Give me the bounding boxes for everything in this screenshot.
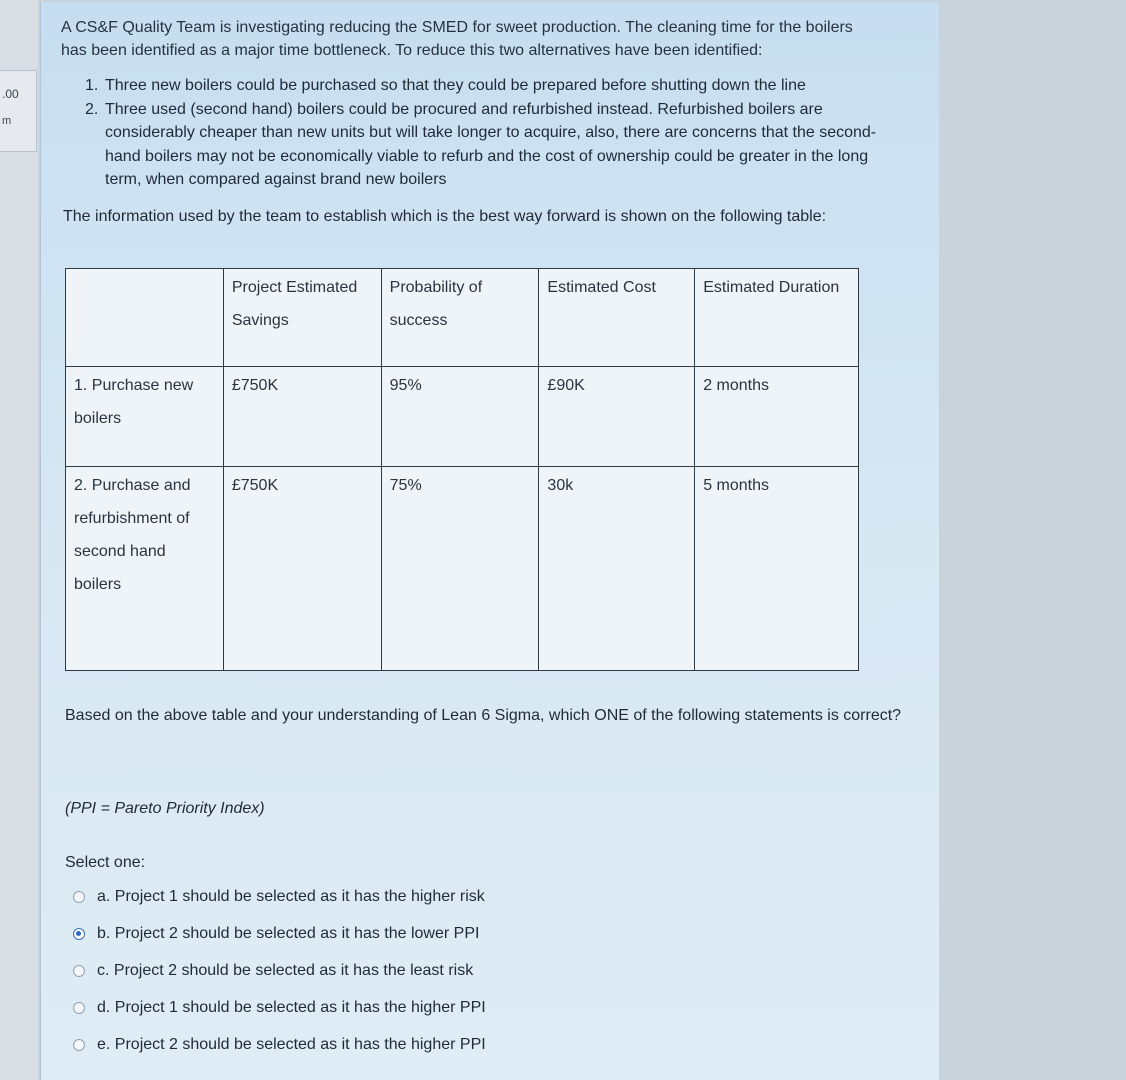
radio-button[interactable]	[73, 891, 85, 903]
question-info-sub: m	[2, 115, 12, 127]
alternative-text: Three new boilers could be purchased so that they could be prepared before shutting down the line	[105, 77, 806, 94]
table-cell: 5 months	[695, 467, 859, 671]
radio-button-selected[interactable]	[73, 928, 85, 940]
table-cell: 30k	[539, 467, 695, 671]
table-cell: £750K	[223, 467, 381, 671]
table-intro: The information used by the team to establish which is the best way forward is shown on the following table:	[63, 208, 827, 225]
alternative-text: Three used (second hand) boilers could be procured and refurbished instead. Refurbished boilers are considerably cheaper than new units but will take longer to acquire, also, there are concerns that the second-hand boilers may not be economically viable to refurb and the cost of ownership could be greater in the long term, when compared against brand new boilers	[105, 100, 877, 188]
project-comparison-table	[65, 268, 859, 671]
question-panel	[40, 2, 939, 1080]
table-header-cell: Probability of success	[381, 269, 539, 367]
select-one-label: Select one:	[65, 854, 146, 871]
alternative-number: 2.	[85, 100, 99, 118]
table-cell: 2 months	[695, 367, 859, 467]
table-cell: 95%	[381, 367, 539, 467]
answer-label[interactable]: b. Project 2 should be selected as it has the lower PPI	[97, 924, 480, 942]
answer-option-c[interactable]	[73, 952, 486, 989]
question-mark-value: .00	[2, 87, 19, 101]
ppi-note: (PPI = Pareto Priority Index)	[65, 800, 265, 817]
question-intro: A CS&F Quality Team is investigating reducing the SMED for sweet production. The cleaning time for the boilers has been identified as a major time bottleneck. To reduce this two alternatives have been identified:	[61, 19, 853, 59]
question-prompt: Based on the above table and your understanding of Lean 6 Sigma, which ONE of the following statements is correct?	[65, 707, 902, 724]
table-cell: 1. Purchase new boilers	[66, 367, 224, 467]
table-header-cell: Estimated Cost	[539, 269, 695, 367]
table-cell: 2. Purchase and refurbishment of second hand boilers	[66, 467, 224, 671]
answer-option-e[interactable]	[73, 1026, 486, 1063]
answer-label[interactable]: e. Project 2 should be selected as it has the higher PPI	[97, 1035, 486, 1053]
answer-label[interactable]: a. Project 1 should be selected as it has the higher risk	[97, 887, 485, 905]
table-cell: £90K	[539, 367, 695, 467]
table-cell: 75%	[381, 467, 539, 671]
table-header-row	[66, 269, 859, 367]
answer-option-b[interactable]	[73, 915, 486, 952]
table-cell: £750K	[223, 367, 381, 467]
table-row	[66, 467, 859, 671]
alternative-item	[85, 74, 885, 98]
table-header-cell: Project Estimated Savings	[223, 269, 381, 367]
alternatives-list	[85, 74, 885, 192]
answer-label[interactable]: d. Project 1 should be selected as it has the higher PPI	[97, 998, 486, 1016]
answer-options	[73, 878, 486, 1063]
radio-button[interactable]	[73, 1002, 85, 1014]
left-nav-strip	[0, 0, 38, 1080]
radio-button[interactable]	[73, 1039, 85, 1051]
table-header-cell: Estimated Duration	[695, 269, 859, 367]
answer-option-d[interactable]	[73, 989, 486, 1026]
alternative-item	[85, 98, 885, 192]
radio-button[interactable]	[73, 965, 85, 977]
table-row	[66, 367, 859, 467]
question-info-box	[0, 70, 37, 152]
alternative-number: 1.	[85, 77, 99, 94]
table-header-cell	[66, 269, 224, 367]
answer-label[interactable]: c. Project 2 should be selected as it has the least risk	[97, 961, 474, 979]
answer-option-a[interactable]	[73, 878, 486, 915]
